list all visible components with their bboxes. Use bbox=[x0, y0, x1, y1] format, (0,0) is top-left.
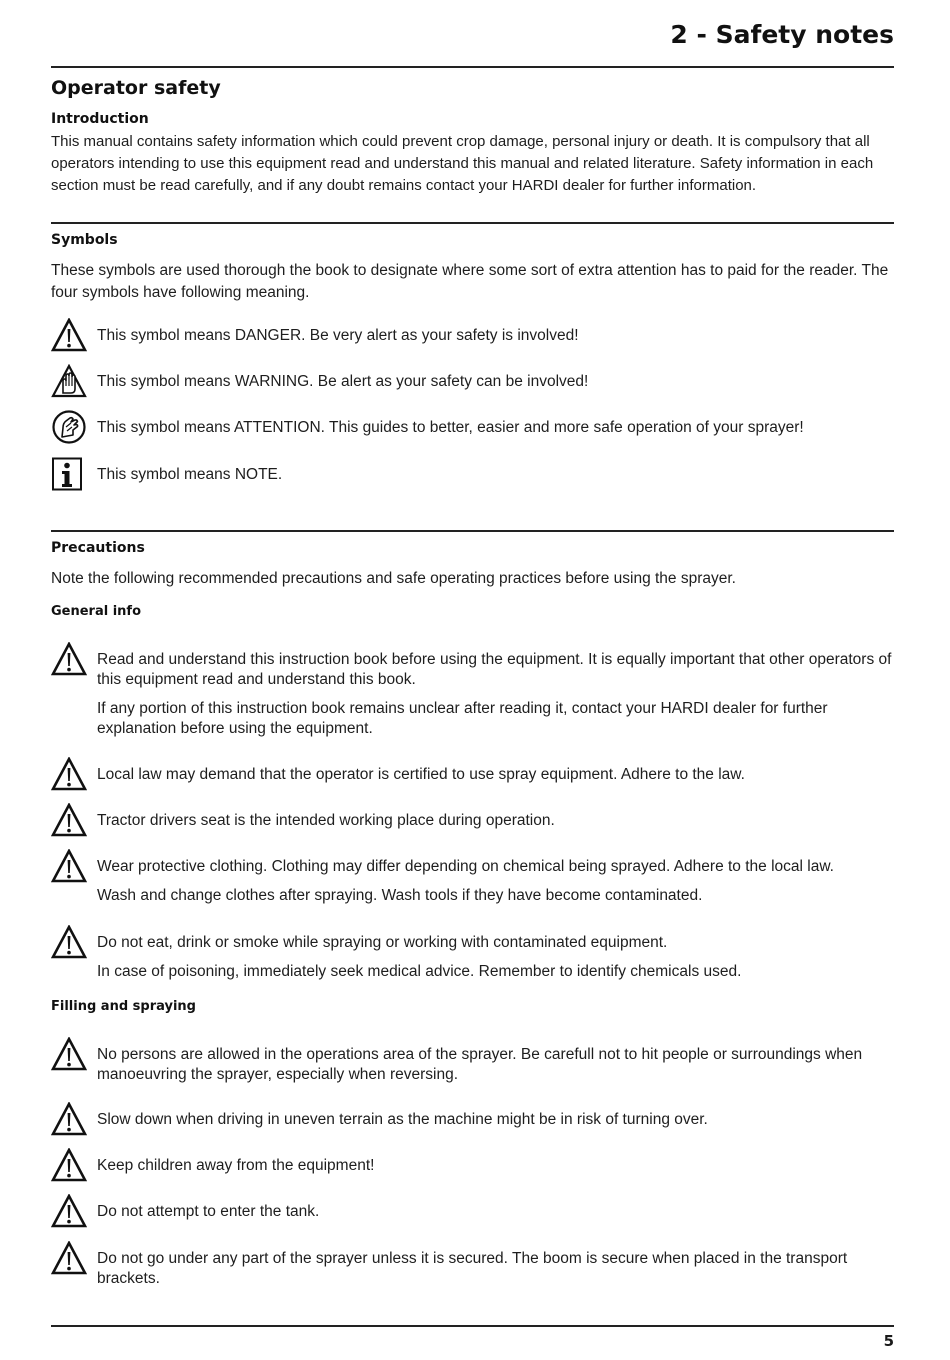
danger-icon bbox=[51, 1241, 87, 1275]
precaution-text: Do not eat, drink or smoke while spraying or working with contaminated equipment. bbox=[97, 934, 668, 951]
page-title: 2 - Safety notes bbox=[670, 20, 894, 49]
danger-icon bbox=[51, 1194, 87, 1228]
precaution-text: Do not attempt to enter the tank. bbox=[97, 1203, 320, 1220]
warning-hand-icon bbox=[51, 364, 87, 398]
precaution-text-secondary: In case of poisoning, immediately seek medical advice. Remember to identify chemicals used. bbox=[97, 963, 742, 980]
precaution-text: Wear protective clothing. Clothing may differ depending on chemical being sprayed. Adhere to the local law. bbox=[97, 858, 834, 875]
danger-icon bbox=[51, 803, 87, 837]
intro-heading: Introduction bbox=[51, 111, 149, 127]
precaution-text-secondary: If any portion of this instruction book remains unclear after reading it, contact your HARDI dealer for further explanation before using the equipment. bbox=[97, 700, 828, 737]
header-divider bbox=[51, 66, 894, 68]
danger-icon bbox=[51, 925, 87, 959]
danger-icon bbox=[51, 642, 87, 676]
precaution-text: Read and understand this instruction book before using the equipment. It is equally important that other operators of this equipment read and understand this book. bbox=[97, 651, 892, 688]
precaution-text: Keep children away from the equipment! bbox=[97, 1157, 375, 1174]
symbol-description: This symbol means NOTE. bbox=[97, 466, 283, 483]
precaution-text: Do not go under any part of the sprayer unless it is secured. The boom is secure when placed in the transport brackets. bbox=[97, 1250, 848, 1287]
section-divider bbox=[51, 222, 894, 224]
danger-icon bbox=[51, 757, 87, 791]
precaution-text: Slow down when driving in uneven terrain as the machine might be in risk of turning over. bbox=[97, 1111, 708, 1128]
section-title: Operator safety bbox=[51, 77, 221, 99]
precaution-text-secondary: Wash and change clothes after spraying. Wash tools if they have become contaminated. bbox=[97, 887, 703, 904]
symbol-description: This symbol means WARNING. Be alert as your safety can be involved! bbox=[97, 373, 589, 390]
precautions-heading: Precautions bbox=[51, 540, 145, 556]
precaution-text: Local law may demand that the operator is certified to use spray equipment. Adhere to the law. bbox=[97, 766, 745, 783]
danger-icon bbox=[51, 1037, 87, 1071]
precaution-text: Tractor drivers seat is the intended working place during operation. bbox=[97, 812, 555, 829]
precaution-text: No persons are allowed in the operations area of the sprayer. Be carefull not to hit people or surroundings when manoeuvring the sprayer, especially when reversing. bbox=[97, 1046, 863, 1083]
danger-icon bbox=[51, 318, 87, 352]
danger-icon bbox=[51, 1148, 87, 1182]
symbols-heading: Symbols bbox=[51, 232, 118, 248]
symbols-text: These symbols are used thorough the book to designate where some sort of extra attention has to paid for the reader. The four symbols have following meaning. bbox=[51, 262, 889, 301]
attention-hand-icon bbox=[51, 410, 87, 444]
symbol-description: This symbol means ATTENTION. This guides to better, easier and more safe operation of your sprayer! bbox=[97, 419, 804, 436]
precautions-text: Note the following recommended precautions and safe operating practices before using the sprayer. bbox=[51, 570, 736, 587]
page-number: 5 bbox=[883, 1332, 894, 1350]
danger-icon bbox=[51, 1102, 87, 1136]
section-divider bbox=[51, 530, 894, 532]
note-info-icon bbox=[51, 457, 87, 491]
general-info-heading: General info bbox=[51, 604, 142, 619]
danger-icon bbox=[51, 849, 87, 883]
intro-text: This manual contains safety information which could prevent crop damage, personal injury or death. It is compulsory that all operators intending to use this equipment read and understand this manual and related literature. Safety information in each section must be read carefully, and if any doubt remains contact your HARDI dealer for further information. bbox=[51, 133, 874, 194]
footer-divider bbox=[51, 1325, 894, 1327]
symbol-description: This symbol means DANGER. Be very alert as your safety is involved! bbox=[97, 327, 579, 344]
filling-spraying-heading: Filling and spraying bbox=[51, 999, 196, 1014]
